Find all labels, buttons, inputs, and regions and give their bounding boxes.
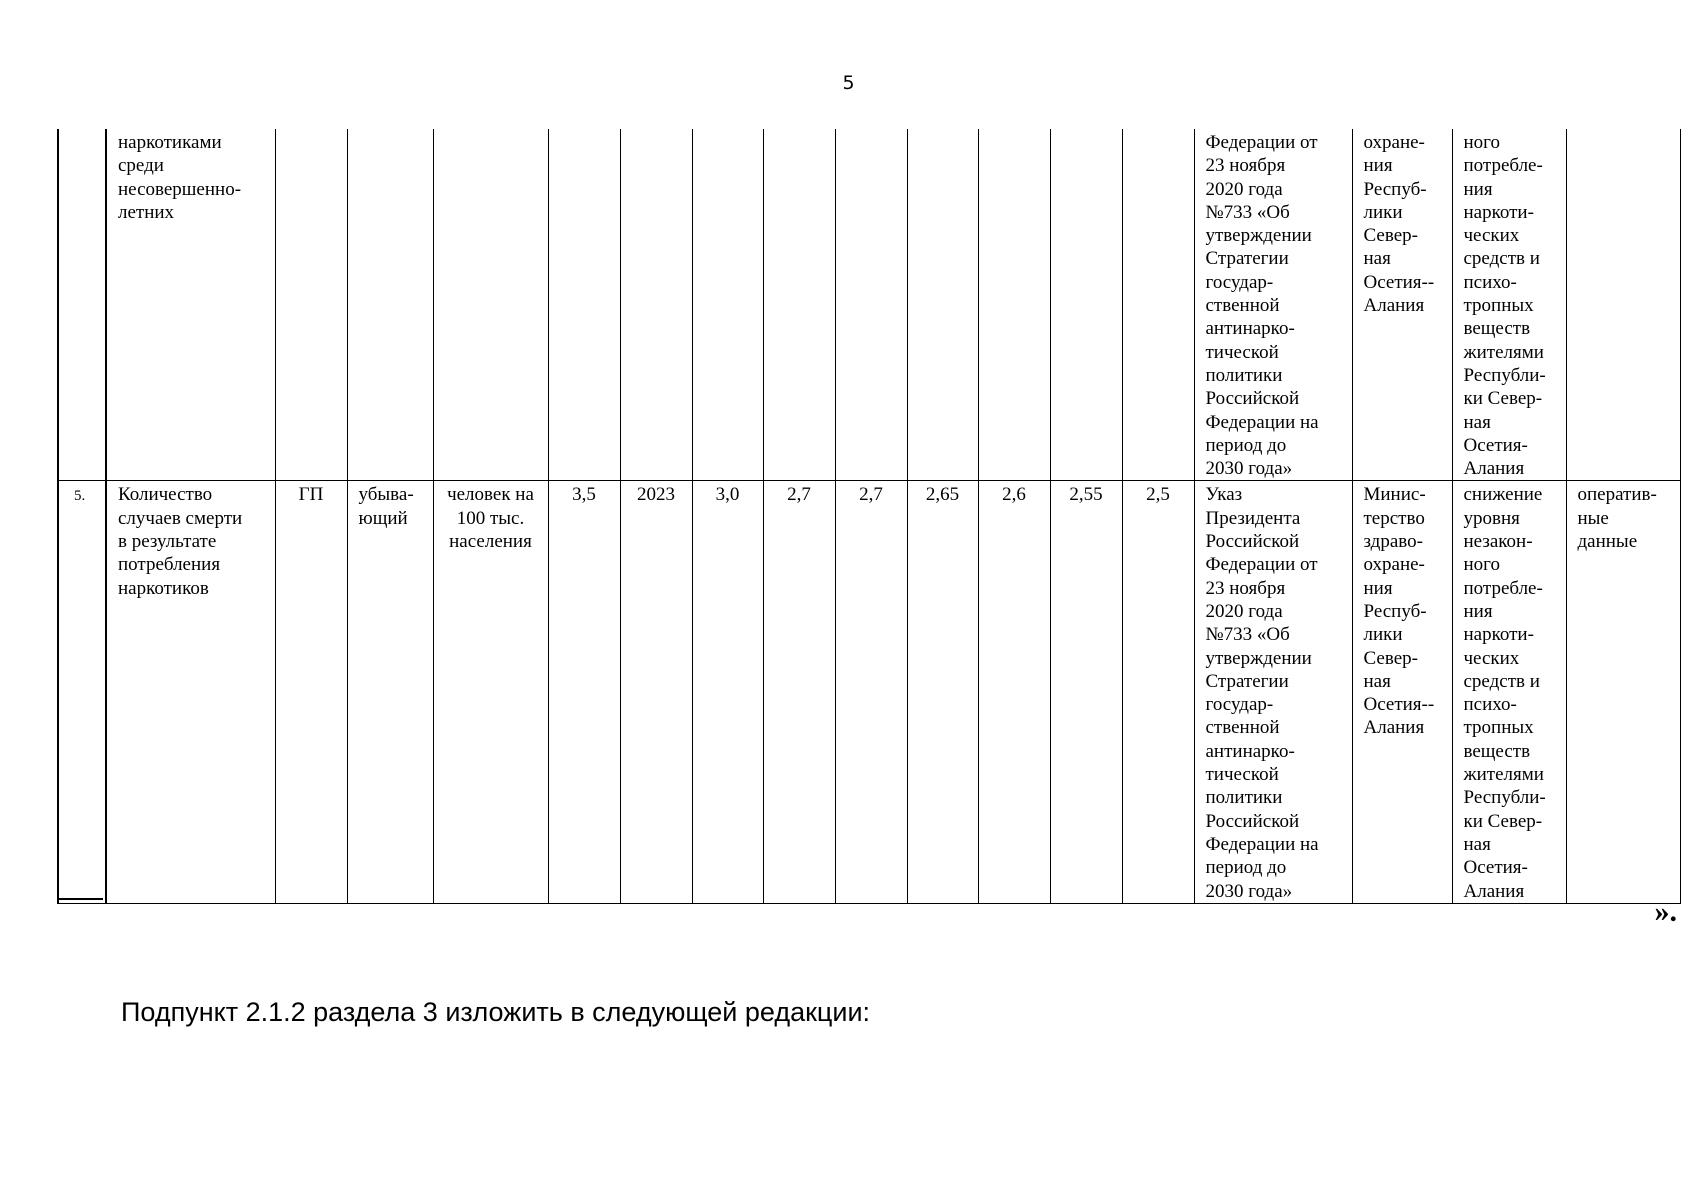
cell-dynamics <box>347 129 433 481</box>
table-row <box>58 481 1680 903</box>
cell-indicator-name: Количество случаев смерти в результате потребления наркотиков <box>106 481 275 903</box>
cell-info-source <box>1566 129 1680 481</box>
cell-number <box>58 129 106 481</box>
cell-year-value: 2,55 <box>1050 481 1122 903</box>
cell-goal-link: ного потребле- ния наркоти- ческих средств и психо- тропных веществ жителями Республи- ки Север- ная Осетия- Алания <box>1452 129 1566 481</box>
table-row <box>58 129 1680 481</box>
cell-indicator-type <box>275 129 347 481</box>
cell-responsible: охране- ния Респуб- лики Север- ная Осетия-- Алания <box>1352 129 1452 481</box>
cell-responsible: Минис- терство здраво- охране- ния Респуб- лики Север- ная Осетия-- Алания <box>1352 481 1452 903</box>
cell-dynamics: убыва- ющий <box>347 481 433 903</box>
cell-document: Указ Президента Российской Федерации от 23 ноября 2020 года №733 «Об утверждении Стратегии государ- ственной антинарко- тической политики Российской Федерации на период до 2030 года» <box>1194 481 1352 903</box>
page-number: 5 <box>842 72 855 94</box>
cell-year-value <box>1122 129 1194 481</box>
cell-indicator-name: наркотиками среди несовершенно- летних <box>106 129 275 481</box>
cell-unit: человек на 100 тыс. населения <box>433 481 548 903</box>
cell-info-source: оператив- ные данные <box>1566 481 1680 903</box>
cell-goal-link: снижение уровня незакон- ного потребле- ния наркоти- ческих средств и психо- тропных веществ жителями Республи- ки Север- ная Осетия- Алания <box>1452 481 1566 903</box>
cell-base-value <box>548 129 620 481</box>
cell-year-value: 3,0 <box>692 481 763 903</box>
cell-indicator-type: ГП <box>275 481 347 903</box>
cell-year-value <box>692 129 763 481</box>
closing-quote-mark: ». <box>1654 895 1677 928</box>
cell-year-value <box>907 129 978 481</box>
cell-year-value: 2,7 <box>835 481 907 903</box>
table-bottom-rule <box>57 898 103 900</box>
cell-base-year <box>620 129 692 481</box>
cell-unit <box>433 129 548 481</box>
amendment-instruction: Подпункт 2.1.2 раздела 3 изложить в следующей редакции: <box>121 997 871 1027</box>
cell-base-value: 3,5 <box>548 481 620 903</box>
indicators-table-wrapper <box>57 129 1681 904</box>
indicators-table <box>57 129 1681 904</box>
cell-year-value <box>835 129 907 481</box>
cell-year-value: 2,65 <box>907 481 978 903</box>
cell-year-value: 2,7 <box>763 481 835 903</box>
cell-year-value <box>763 129 835 481</box>
cell-document: Федерации от 23 ноября 2020 года №733 «Об утверждении Стратегии государ- ственной антинарко- тической политики Российской Федерации на период до 2030 года» <box>1194 129 1352 481</box>
cell-year-value: 2,5 <box>1122 481 1194 903</box>
cell-year-value <box>1050 129 1122 481</box>
cell-number: 5. <box>58 481 106 903</box>
cell-year-value <box>978 129 1050 481</box>
cell-base-year: 2023 <box>620 481 692 903</box>
cell-year-value: 2,6 <box>978 481 1050 903</box>
